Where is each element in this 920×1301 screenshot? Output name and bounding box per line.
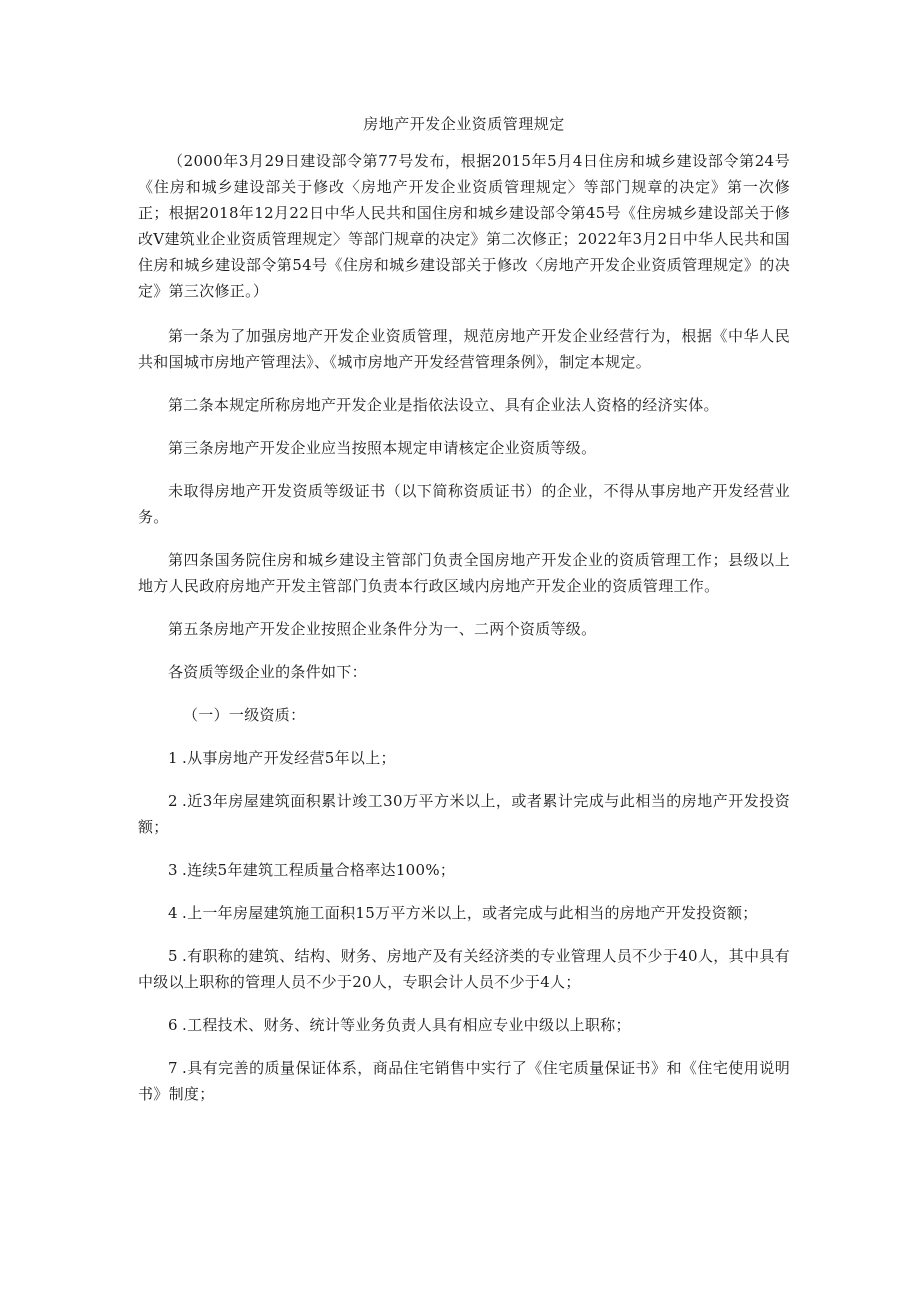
- article-5: 第五条房地产开发企业按照企业条件分为一、二两个资质等级。: [168, 620, 597, 638]
- item-text: .连续5年建筑工程质量合格率达100%；: [182, 861, 456, 879]
- list-item: [138, 900, 790, 926]
- item-text: .具有完善的质量保证体系，商品住宅销售中实行了《住宅质量保证书》和《住宅使用说明书》制度；: [138, 1059, 790, 1103]
- revision-note: （2000年3月29日建设部令第77号发布，根据2015年5月4日住房和城乡建设部令第24号《住房和城乡建设部关于修改〈房地产开发企业资质管理规定〉等部门规章的决定》第一次修正；根据2018年12月22日中华人民共和国住房和城乡建设部令第45号《住房城乡建设部关于修改V建筑业企业资质管理规定〉等部门规章的决定》第二次修正；2022年3月2日中华人民共和国住房和城乡建设部令第54号《住房和城乡建设部关于修改〈房地产开发企业资质管理规定》的决定》第三次修正。）: [138, 152, 790, 300]
- list-item: [138, 745, 790, 771]
- item-number: 1: [168, 749, 178, 767]
- item-number: 5: [168, 947, 178, 965]
- conditions-intro: 各资质等级企业的条件如下：: [168, 663, 367, 681]
- document-page: [138, 112, 790, 1124]
- item-number: 6: [168, 1016, 178, 1034]
- article-1: 第一条为了加强房地产开发企业资质管理，规范房地产开发企业经营行为，根据《中华人民共和国城市房地产管理法》、《城市房地产开发经营管理条例》，制定本规定。: [138, 327, 790, 371]
- list-item: [138, 943, 790, 995]
- document-title: 房地产开发企业资质管理规定: [363, 115, 565, 133]
- item-text: .工程技术、财务、统计等业务负责人具有相应专业中级以上职称；: [182, 1016, 631, 1034]
- list-item: [138, 1012, 790, 1038]
- item-text: .上一年房屋建筑施工面积15万平方米以上，或者完成与此相当的房地产开发投资额；: [182, 904, 758, 922]
- article-3: 第三条房地产开发企业应当按照本规定申请核定企业资质等级。: [168, 439, 597, 457]
- article-2: 第二条本规定所称房地产开发企业是指依法设立、具有企业法人资格的经济实体。: [168, 396, 719, 414]
- list-item: [138, 788, 790, 840]
- item-text: .近3年房屋建筑面积累计竣工30万平方米以上，或者累计完成与此相当的房地产开发投资额；: [138, 792, 790, 836]
- list-item: [138, 857, 790, 883]
- list-item: [138, 1055, 790, 1107]
- grade-one-heading: （一）一级资质：: [183, 706, 306, 724]
- article-3-clause: 未取得房地产开发资质等级证书（以下简称资质证书）的企业，不得从事房地产开发经营业务。: [138, 482, 790, 526]
- article-4: 第四条国务院住房和城乡建设主管部门负责全国房地产开发企业的资质管理工作；县级以上地方人民政府房地产开发主管部门负责本行政区域内房地产开发企业的资质管理工作。: [138, 551, 790, 595]
- item-number: 7: [168, 1059, 178, 1077]
- item-number: 4: [168, 904, 178, 922]
- item-text: .有职称的建筑、结构、财务、房地产及有关经济类的专业管理人员不少于40人，其中具有中级以上职称的管理人员不少于20人，专职会计人员不少于4人；: [138, 947, 790, 991]
- item-number: 3: [168, 861, 178, 879]
- item-number: 2: [168, 792, 178, 810]
- item-text: .从事房地产开发经营5年以上；: [182, 749, 396, 767]
